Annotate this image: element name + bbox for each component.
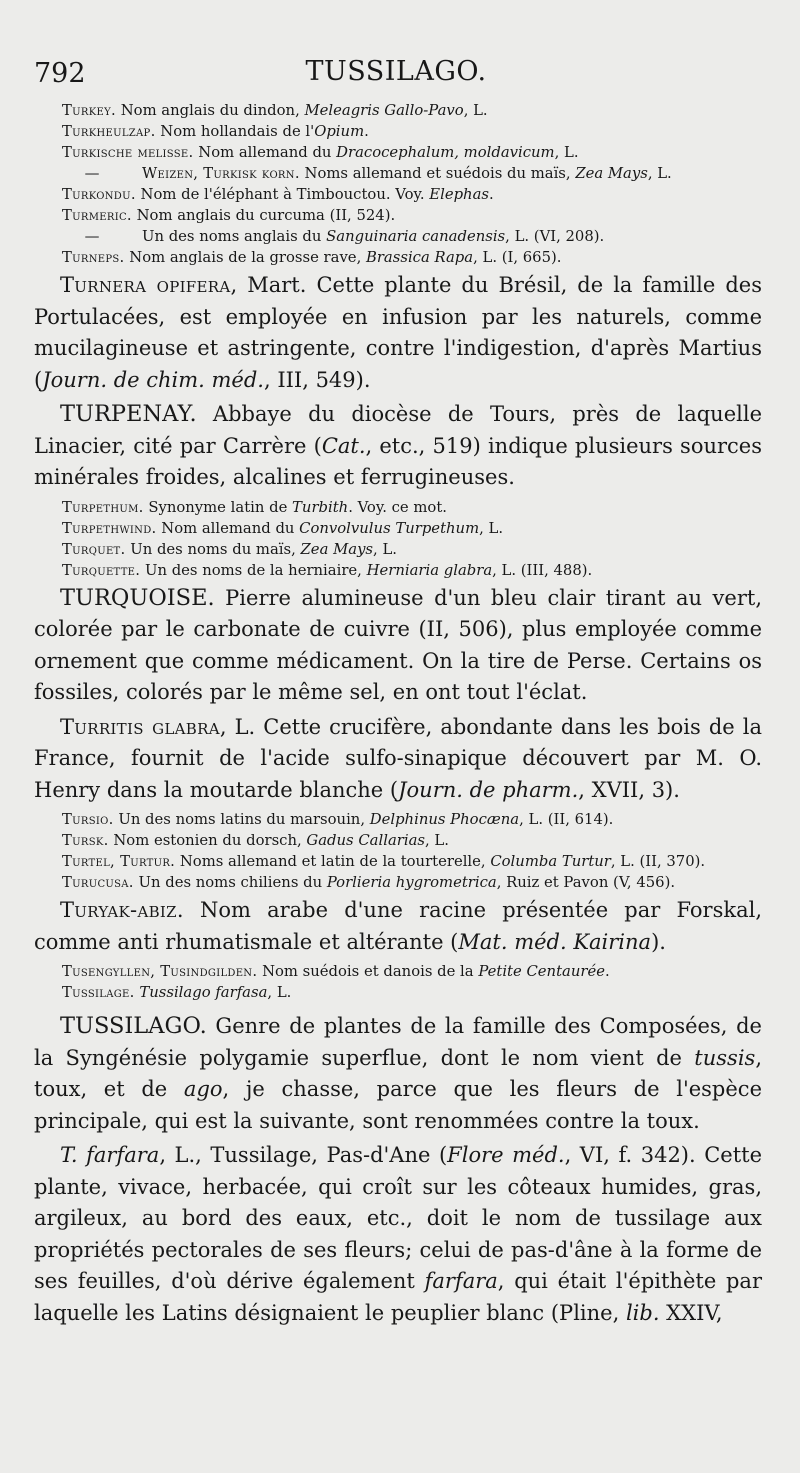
entry-text: Noms allemand et latin de la tourterelle, <box>175 853 491 870</box>
entry-latin: Sanguinaria canadensis <box>326 228 506 245</box>
entry-turkische-melisse <box>34 142 762 163</box>
entry-turmeric <box>34 205 762 226</box>
entry-text: . <box>364 123 369 140</box>
article-citation: Flore méd. <box>447 1143 565 1167</box>
entry-text: . <box>489 186 494 203</box>
article-turritis <box>34 712 762 807</box>
entry-text: . Voy. ce mot. <box>348 498 447 516</box>
entry-term: Turkheulzap. <box>62 123 156 140</box>
article-text: , L. Cette crucifère, abondante dans les bois de la France, fournit de l'acide sulfo-sinapique découvert par M. O. Henry dans la moutarde blanche ( <box>34 714 762 802</box>
entry-latin: Tussilago farfasa <box>139 984 268 1001</box>
entry-term: Turmeric. <box>62 207 132 224</box>
article-turquoise <box>34 583 762 709</box>
article-text: Genre de plantes de la famille des Composées, de la Syngénésie polygamie superflue, dont le nom vient de <box>34 1014 762 1070</box>
article-latin: tussis <box>694 1045 756 1070</box>
article-t-farfara <box>34 1140 762 1329</box>
entry-text: Un des noms latins du marsouin, <box>113 811 370 828</box>
entry-latin: Herniaria glabra <box>366 561 493 579</box>
entry-text: , L. (II, 614). <box>519 811 614 828</box>
entry-text: Nom anglais de la grosse rave, <box>124 249 366 266</box>
entry-term: Weizen, Turkisk korn. <box>142 165 300 182</box>
entry-term: Turucusa. <box>62 874 134 891</box>
entry-term: Turpethwind. <box>62 519 157 537</box>
entry-tusengyllen <box>34 961 762 982</box>
entry-term: Tursio. <box>62 811 114 828</box>
article-latin: ago <box>183 1077 223 1101</box>
entry-text: , L. <box>647 165 672 182</box>
article-text: XXIV, <box>659 1300 723 1325</box>
dash-mark: — <box>84 165 100 182</box>
entry-turkondu <box>34 184 762 205</box>
running-head: TUSSILAGO. <box>305 56 487 87</box>
article-text: , qui était l'épithète par laquelle les Latins désignaient le peuplier blanc (Pline, <box>34 1269 762 1325</box>
entry-latin: Turbith <box>292 498 349 516</box>
entry-tursio <box>34 809 762 830</box>
entry-term: Tussilage. <box>62 984 135 1001</box>
entry-text: Nom hollandais de l' <box>155 123 315 140</box>
entry-text: , L. <box>479 519 504 537</box>
article-citation: Journ. de chim. méd. <box>42 367 264 392</box>
entry-turkey <box>34 100 762 121</box>
entry-turquette <box>34 560 762 581</box>
article-term: TURQUOISE. <box>60 584 215 611</box>
entry-turtel <box>34 851 762 872</box>
entry-sanguinaria <box>34 226 762 247</box>
article-turnera <box>34 270 762 396</box>
entry-term: Turquet. <box>62 540 126 558</box>
entry-text: , L. <box>554 144 579 161</box>
entry-latin: Brassica Rapa <box>365 249 474 266</box>
entry-text: Un des noms du maïs, <box>125 540 301 558</box>
article-term: TUSSILAGO. <box>60 1013 207 1039</box>
article-turpenay <box>34 399 762 494</box>
entry-latin: Zea Mays <box>300 540 374 558</box>
entry-text: , L. <box>463 102 488 119</box>
entry-turkheulzap <box>34 121 762 142</box>
entry-text: , L. <box>373 540 397 558</box>
entry-text: , L. (II, 370). <box>610 853 706 870</box>
entry-text: , L. <box>424 832 449 849</box>
entry-turpethwind <box>34 518 762 539</box>
dash-mark: — <box>84 228 100 245</box>
entry-tussilage <box>34 982 762 1003</box>
entry-text: Nom de l'éléphant à Timbouctou. Voy. <box>135 186 430 203</box>
entry-text: , L. (III, 488). <box>492 561 593 579</box>
entry-latin: Porlieria hygrometrica <box>326 874 497 891</box>
article-text: Nom arabe d'une racine présentée par Forskal, comme anti rhumatismale et altérante ( <box>34 898 762 954</box>
article-term: TURPENAY. <box>60 401 197 427</box>
entry-text: Nom estonien du dorsch, <box>108 832 307 849</box>
entry-term: Turkische melisse. <box>62 144 194 161</box>
entry-latin: Petite Centaurée <box>478 963 605 980</box>
entry-term: Turkondu. <box>62 186 136 203</box>
article-citation: Journ. de pharm. <box>398 777 579 802</box>
entry-term: Turtel, Turtur. <box>62 853 176 870</box>
entry-text: Nom allemand du <box>156 519 300 537</box>
article-text: , L., Tussilage, Pas-d'Ane ( <box>159 1143 448 1167</box>
article-turyak-abiz <box>34 895 762 958</box>
entry-text: Nom anglais du curcuma (II, 524). <box>131 207 396 224</box>
page-header <box>32 56 760 96</box>
entry-text: Nom allemand du <box>193 144 337 161</box>
entry-latin: Opium <box>314 123 365 140</box>
entry-term: Turneps. <box>62 249 125 266</box>
article-text: Pierre alumineuse d'un bleu clair tirant au vert, colorée par le carbonate de cuivre (II, 506), plus employée comme ornement que comme médicament. On la tire de Perse. Certains os fossiles, colorés par le même sel, en ont tout l'éclat. <box>34 585 762 704</box>
article-citation: lib. <box>625 1300 660 1325</box>
entry-term: Turpethum. <box>62 498 144 516</box>
entry-weizen <box>34 163 762 184</box>
entry-text: Un des noms chiliens du <box>133 874 327 891</box>
article-term: Turnera opifera <box>60 273 231 297</box>
entry-text: Un des noms de la herniaire, <box>140 561 367 579</box>
entry-latin: Dracocephalum, moldavicum <box>336 144 555 161</box>
entry-latin: Delphinus Phocæna <box>369 811 520 828</box>
page-body <box>34 100 762 1332</box>
article-latin: farfara <box>424 1269 498 1293</box>
article-term: T. farfara <box>60 1143 160 1167</box>
entry-latin: Zea Mays <box>575 165 648 182</box>
article-tussilago <box>34 1011 762 1137</box>
article-text: , etc., 519) indique plusieurs sources minérales froides, alcalines et ferrugineuses. <box>34 433 762 489</box>
article-term: Turritis glabra <box>60 714 220 739</box>
entry-tursk <box>34 830 762 851</box>
entry-turpethum <box>34 497 762 518</box>
entry-text: Un des noms anglais du <box>142 228 327 245</box>
entry-text: Nom suédois et danois de la <box>257 963 479 980</box>
article-text: , III, 549). <box>263 367 371 392</box>
article-text: , VI, f. 342). Cette plante, vivace, herbacée, qui croît sur les côteaux humides, gras, argileux, au bord des eaux, etc., doit le nom de tussilage aux propriétés pectorales de ses fleurs; celui de pas-d'âne à la forme de ses feuilles, d'où dérive également <box>34 1143 763 1293</box>
entry-term: Tusengyllen, Tusindgilden. <box>62 963 258 980</box>
entry-turneps <box>34 247 762 268</box>
article-text: , XVII, 3). <box>578 777 680 802</box>
article-citation: Mat. méd. Kairina <box>458 929 652 954</box>
article-text: , toux, et de <box>34 1045 762 1101</box>
entry-text: , L. <box>267 984 292 1001</box>
entry-latin: Columba Turtur <box>490 853 611 870</box>
article-text: Abbaye du diocèse de Tours, près de laquelle Linacier, cité par Carrère ( <box>34 402 762 458</box>
entry-term: Turquette. <box>62 561 141 579</box>
entry-latin: Convolvulus Turpethum <box>299 519 480 537</box>
article-term: Turyak-abiz. <box>60 898 184 922</box>
entry-text: , Ruiz et Pavon (V, 456). <box>496 874 676 891</box>
entry-text: Synonyme latin de <box>143 498 293 516</box>
page-number: 792 <box>34 58 86 89</box>
entry-latin: Meleagris Gallo-Pavo <box>304 102 464 119</box>
entry-text: Nom anglais du dindon, <box>116 102 305 119</box>
entry-term: Turkey. <box>62 102 117 119</box>
entry-text: Noms allemand et suédois du maïs, <box>299 165 576 182</box>
article-text: ). <box>651 929 666 954</box>
entry-latin: Elephas <box>429 186 490 203</box>
article-text: , Mart. Cette plante du Brésil, de la famille des Portulacées, est employée en infusion par les naturels, comme mucilagineuse et astringente, contre l'indigestion, d'après Martius ( <box>34 273 762 392</box>
entry-text: , L. (I, 665). <box>473 249 562 266</box>
entry-text: . <box>604 963 610 980</box>
entry-term: Tursk. <box>62 832 109 849</box>
entry-turucusa <box>34 872 762 893</box>
entry-latin: Gadus Callarias <box>306 832 425 849</box>
entry-text: , L. (VI, 208). <box>505 228 605 245</box>
article-citation: Cat. <box>321 433 366 458</box>
entry-turquet <box>34 539 762 560</box>
article-text: , je chasse, parce que les fleurs de l'espèce principale, qui est la suivante, sont renommées contre la toux. <box>34 1077 762 1133</box>
